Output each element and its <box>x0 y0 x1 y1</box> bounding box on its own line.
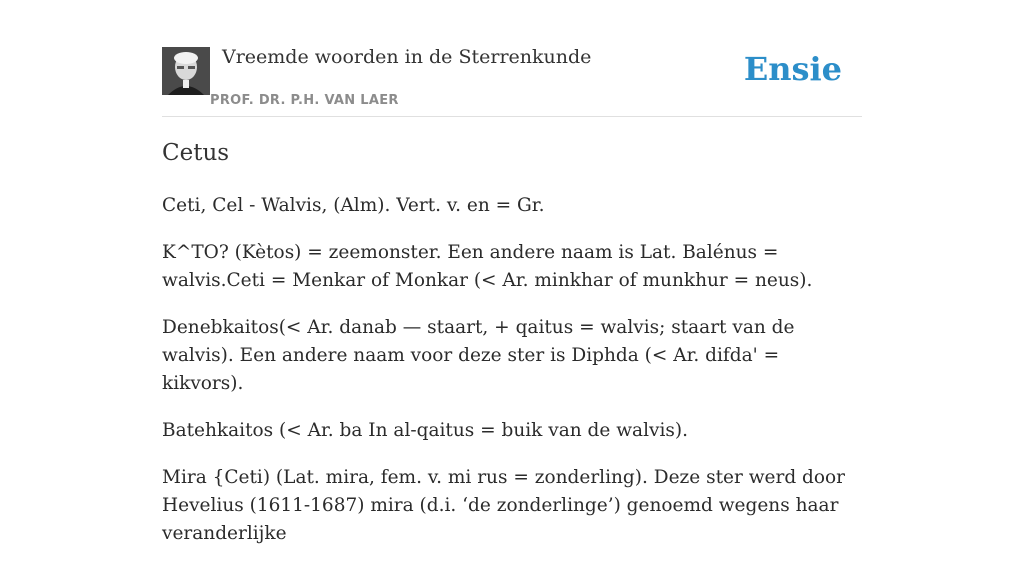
author-portrait-icon <box>162 47 210 95</box>
header <box>162 0 862 117</box>
entry-paragraph: Ceti, Cel - Walvis, (Alm). Vert. v. en = Gr. <box>162 195 545 216</box>
author-avatar[interactable] <box>162 47 210 95</box>
entry-paragraph: Mira {Ceti) (Lat. mira, fem. v. mi rus = zonderling). Deze ster werd door Hevelius (1611-1687) mira (d.i. ‘de zonderlinge’) genoemd wegens haar veranderlijke <box>162 467 846 544</box>
book-title[interactable]: Vreemde woorden in de Sterrenkunde <box>222 46 592 68</box>
ensie-logo[interactable]: Ensie <box>743 50 842 88</box>
entry-paragraph: K^TO? (Kètos) = zeemonster. Een andere naam is Lat. Balénus = walvis.Ceti = Menkar of Monkar (< Ar. minkhar of munkhur = neus). <box>162 242 813 291</box>
author-name[interactable]: PROF. DR. P.H. VAN LAER <box>210 93 399 108</box>
entry-paragraph: Batehkaitos (< Ar. ba In al-qaitus = buik van de walvis). <box>162 420 688 441</box>
entry-content <box>162 192 862 567</box>
entry-paragraph: Denebkaitos(< Ar. danab — staart, + qaitus = walvis; staart van de walvis). Een andere naam voor deze ster is Diphda (< Ar. difda' = kikvors). <box>162 317 795 394</box>
entry-title: Cetus <box>162 140 230 166</box>
